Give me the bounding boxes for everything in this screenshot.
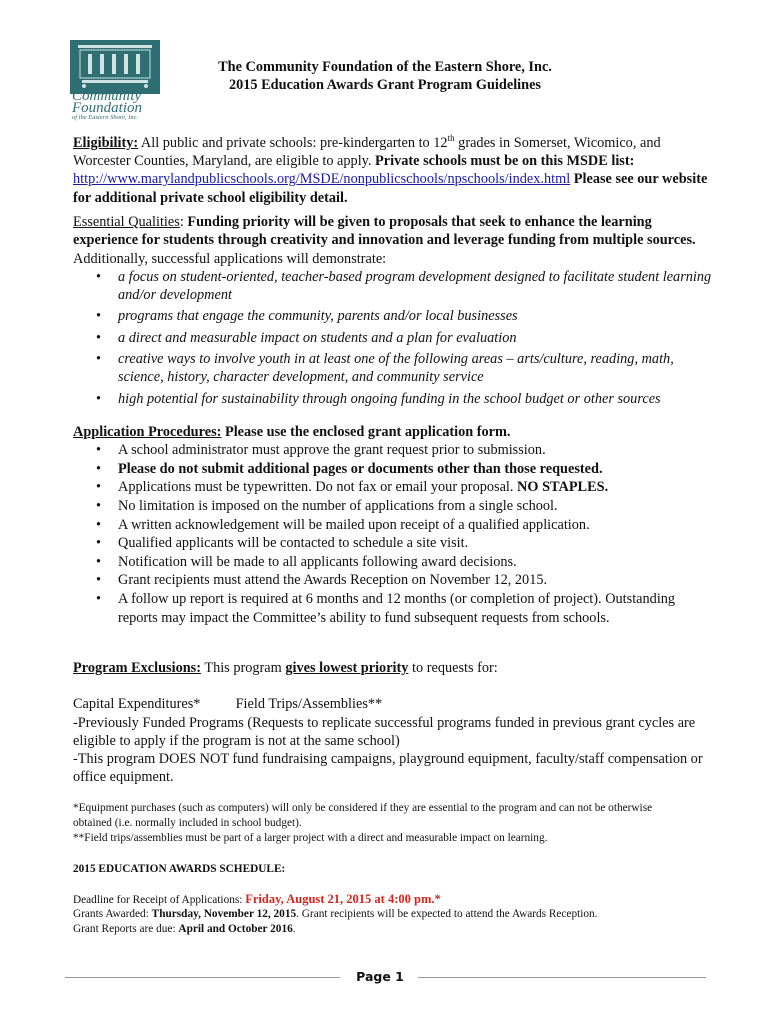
list-item: • Grant recipients must attend the Awards Reception on November 12, 2015. [96,572,548,589]
list-item: • A school administrator must approve the grant request prior to submission. [96,442,546,459]
eligibility-sup: th [447,133,455,143]
logo-emblem [70,40,160,94]
logo-line-3: of the Eastern Shore, Inc. [72,114,139,121]
qualities-colon: : [179,214,184,230]
exclusions-label: Program Exclusions: [73,660,202,676]
eligibility-section [73,129,713,207]
page-number: Page 1 [356,969,404,984]
exclusion-does-not-fund: -This program DOES NOT fund fundraising campaigns, playground equipment, faculty/staff compensation or office equipment. [73,751,703,786]
field-trips: Field Trips/Assemblies** [235,696,383,713]
exclusions-text-1: This program [201,660,286,676]
eligibility-text-1: All public and private schools: pre-kindergarten to 12 [138,134,448,151]
msde-list-link[interactable]: http://www.marylandpublicschools.org/MSDE/nonpublicschools/npschools/index.html [73,171,571,188]
deadline-value: Friday, August 21, 2015 at 4:00 pm.* [245,892,441,906]
list-item: • A written acknowledgement will be mailed upon receipt of a qualified application. [96,516,590,533]
list-item: • A follow up report is required at 6 months and 12 months (or completion of project). Outstanding reports may impact the Committee’s ability to fund subsequent requests from schools. [96,591,676,626]
list-item: • a direct and measurable impact on students and a plan for evaluation [96,329,517,346]
document-subtitle: 2015 Education Awards Grant Program Guidelines [228,77,542,93]
capital-expenditures: Capital Expenditures* [73,696,201,713]
qualities-section [73,213,713,411]
procedures-section [73,423,713,627]
list-item: • No limitation is imposed on the number of applications from a single school. [96,498,558,515]
reports-value: April and October 2016 [178,923,293,935]
footer-divider-right [418,977,706,978]
footer-divider-left [65,977,340,978]
field-trips-note: **Field trips/assemblies must be part of a larger project with a direct and measurable impact on learning. [73,832,548,844]
exclusions-text-2: to requests for: [408,660,498,676]
list-item: • Qualified applicants will be contacted to schedule a site visit. [96,535,469,552]
document-title: The Community Foundation of the Eastern Shore, Inc. [218,59,552,75]
schedule-deadline: Deadline for Receipt of Applications: Friday, August 21, 2015 at 4:00 pm.* [73,892,441,906]
qualities-bold: Funding priority will be given to proposals that seek to enhance the learning experience for students through creativity and innovation and leverage funding from multiple sources. [73,214,696,249]
schedule-reports: Grant Reports are due: April and October 2016. [73,923,296,935]
eligibility-bold-1: Private schools must be on this MSDE list: [375,153,635,170]
exclusions-section [73,659,713,787]
schedule-awarded: Grants Awarded: Thursday, November 12, 2015. Grant recipients will be expected to attend the Awards Reception. [73,908,598,920]
list-item: • Please do not submit additional pages or documents other than those requested. [96,460,603,477]
procedures-list [73,441,713,627]
list-item: • high potential for sustainability through ongoing funding in the school budget or other sources [96,390,661,407]
logo-line-2: Foundation [72,100,142,116]
list-item: • Applications must be typewritten. Do not fax or email your proposal. NO STAPLES. [96,479,609,496]
procedures-bold: Please use the enclosed grant application form. [221,424,511,440]
exclusion-previously-funded: -Previously Funded Programs (Requests to replicate successful programs funded in previous grant cycles are eligible to apply if the program is not at the same school) [73,714,696,749]
eligibility-bold-2: Please see our website for additional private school eligibility detail. [73,171,708,206]
list-item: • a focus on student-oriented, teacher-based program development designed to facilitate student learning and/or development [96,268,712,304]
logo-wordmark [72,90,142,122]
list-item: • creative ways to involve youth in at least one of the following areas – arts/culture, reading, math, science, history, character development, and community service [96,351,674,386]
logo-line-1: Community [72,88,142,104]
procedures-label: Application Procedures: [73,424,222,440]
foundation-logo [70,40,160,122]
eligibility-text-2: grades in Somerset, Wicomico, and Worcester Counties, Maryland, are eligible to apply. [73,134,661,170]
columns-icon [70,40,160,94]
awarded-value: Thursday, November 12, 2015 [151,908,297,920]
qualities-list [73,268,713,408]
equipment-note: *Equipment purchases (such as computers) will only be considered if they are essential to the program and can not be otherwise obtained (i.e. normally included in school budget). [73,802,653,829]
list-item: • programs that engage the community, parents and/or local businesses [96,308,518,325]
qualities-text: Additionally, successful applications will demonstrate: [73,250,387,267]
qualities-label: Essential Qualities [73,214,180,230]
exclusions-emphasis: gives lowest priority [285,660,409,676]
list-item: • Notification will be made to all applicants following award decisions. [96,553,517,570]
schedule-title: 2015 EDUCATION AWARDS SCHEDULE: [73,863,286,875]
eligibility-label: Eligibility: [73,134,139,151]
